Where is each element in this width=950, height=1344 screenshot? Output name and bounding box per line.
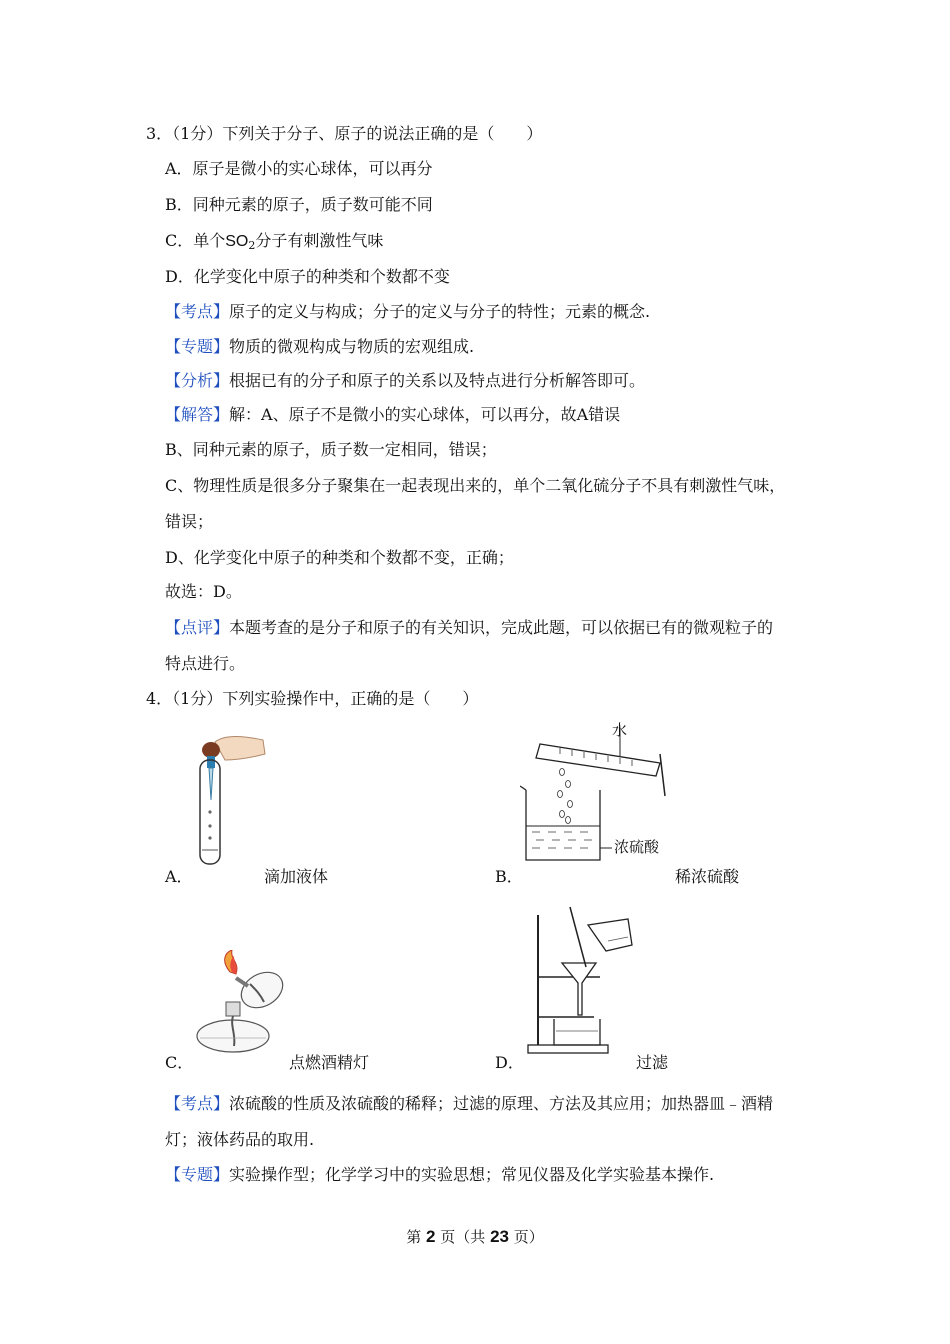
q4-option-d-letter: D． (495, 1053, 524, 1072)
q3-line-b: B、同种元素的原子，质子数一定相同，错误； (165, 440, 497, 459)
footer-post: 页） (513, 1228, 544, 1246)
kaodian-text: 浓硫酸的性质及浓硫酸的稀释；过滤的原理、方法及其应用；加热器皿﹣酒精 (229, 1094, 774, 1113)
q3-fenxi (165, 370, 645, 392)
q4-option-a-label: 滴加液体 (264, 867, 329, 886)
acid-label: 浓硫酸 (614, 838, 660, 856)
kaodian-tag: 【考点】 (165, 302, 230, 321)
q3-option-d: D．化学变化中原子的种类和个数都不变 (165, 267, 450, 286)
q4-option-b-label: 稀浓硫酸 (675, 867, 740, 886)
q3-dianping (165, 617, 773, 639)
fenxi-text: 根据已有的分子和原子的关系以及特点进行分析解答即可。 (229, 371, 646, 390)
q3-line-c1: C、物理性质是很多分子聚集在一起表现出来的，单个二氧化硫分子不具有刺激性气味， (165, 476, 786, 495)
dianping-tag: 【点评】 (165, 618, 230, 637)
q4-option-c-letter: C． (165, 1053, 194, 1072)
q3-stem: 3．（1分）下列关于分子、原子的说法正确的是（ ） (146, 124, 543, 143)
page-number: 2 (426, 1227, 436, 1246)
zhuanti-tag: 【专题】 (165, 337, 230, 356)
dianping-text: 本题考查的是分子和原子的有关知识，完成此题，可以依据已有的微观粒子的 (229, 618, 774, 637)
q3-option-a: A．原子是微小的实心球体，可以再分 (165, 159, 433, 178)
q3-kaodian (165, 301, 650, 323)
q3-line-c2: 错误； (165, 512, 214, 531)
q4-kaodian-cont: 灯；液体药品的取用. (165, 1130, 315, 1149)
q4-option-a-letter: A． (165, 867, 193, 886)
q3-option-c-prefix: C．单个 (165, 231, 226, 250)
q3-option-c-suffix: 分子有刺激性气味 (255, 231, 384, 250)
q4-option-b-letter: B． (495, 867, 523, 886)
q4-zhuanti (165, 1164, 714, 1186)
q3-jieda (165, 404, 620, 426)
jieda-text: 解：A、原子不是微小的实心球体，可以再分，故A错误 (229, 405, 621, 424)
q4-option-c-label: 点燃酒精灯 (289, 1053, 370, 1072)
fenxi-tag: 【分析】 (165, 371, 230, 390)
page-total: 23 (490, 1227, 509, 1246)
water-label: 水 (612, 721, 628, 739)
kaodian-tag: 【考点】 (165, 1094, 230, 1113)
q3-option-c-subscript: 2 (248, 239, 256, 252)
q3-option-c (165, 230, 383, 257)
footer-pre: 第 (406, 1228, 422, 1246)
zhuanti-text: 实验操作型；化学学习中的实验思想；常见仪器及化学实验基本操作. (229, 1165, 715, 1184)
dropper-test-tube-illustration (185, 730, 270, 870)
q3-option-b: B．同种元素的原子，质子数可能不同 (165, 195, 433, 214)
q3-dianping-cont: 特点进行。 (165, 654, 246, 673)
dilute-acid-illustration (520, 718, 680, 863)
q4-kaodian (165, 1093, 773, 1115)
alcohol-lamp-illustration (190, 950, 290, 1055)
page-footer (0, 1226, 950, 1247)
q3-line-d: D、化学变化中原子的种类和个数都不变，正确； (165, 548, 514, 567)
zhuanti-text: 物质的微观构成与物质的宏观组成. (229, 337, 475, 356)
q3-zhuanti (165, 336, 474, 358)
jieda-tag: 【解答】 (165, 405, 230, 424)
q4-stem: 4．（1分）下列实验操作中，正确的是（ ） (146, 689, 479, 708)
q3-answer: 故选：D。 (165, 582, 242, 601)
q3-option-c-formula: SO (225, 233, 249, 250)
q4-option-d-label: 过滤 (636, 1053, 669, 1072)
filtration-illustration (520, 905, 640, 1055)
kaodian-text: 原子的定义与构成；分子的定义与分子的特性；元素的概念. (229, 302, 651, 321)
footer-mid: 页（共 (440, 1228, 486, 1246)
zhuanti-tag: 【专题】 (165, 1165, 230, 1184)
